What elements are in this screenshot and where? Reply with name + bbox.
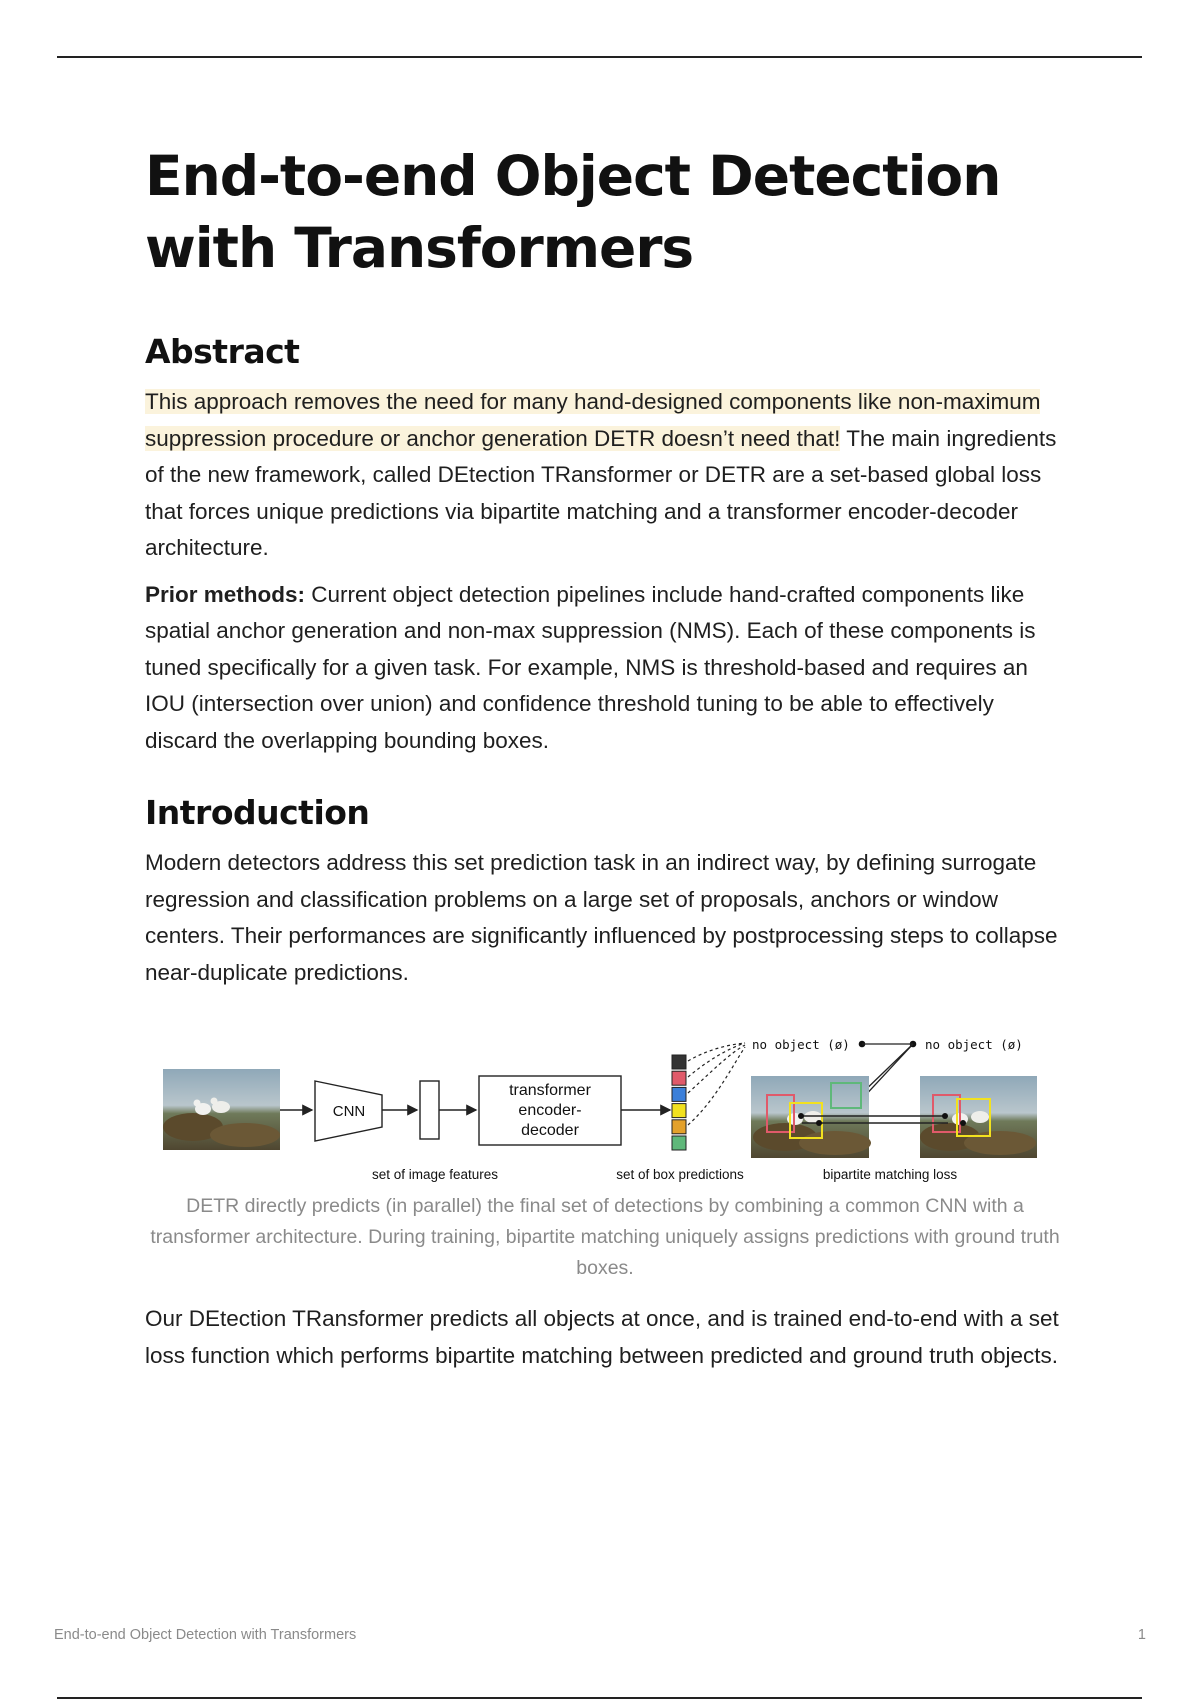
box-prediction-4 — [672, 1104, 686, 1118]
highlighted-text: This approach removes the need for many hand-designed components like non-maximum suppression procedure or anchor generation DETR doesn’t need that! — [145, 389, 1041, 451]
page-number: 1 — [1137, 1627, 1146, 1643]
prior-methods-paragraph — [145, 577, 1065, 760]
ground-truth-photo — [920, 1076, 1037, 1158]
transformer-label-line2: encoder- — [518, 1102, 582, 1119]
no-object-label-2: no object (ø) — [925, 1037, 1023, 1052]
image-features-block — [420, 1081, 439, 1139]
bottom-rule — [57, 1697, 1142, 1699]
no-object-label-1: no object (ø) — [752, 1037, 850, 1052]
box-prediction-5 — [672, 1120, 686, 1134]
transformer-label-line3: decoder — [521, 1122, 579, 1139]
label-image-features: set of image features — [371, 1167, 499, 1182]
input-photo — [163, 1069, 280, 1150]
detr-figure — [145, 1031, 1065, 1287]
prior-methods-label: Prior methods: — [145, 581, 306, 607]
cnn-label: CNN — [332, 1103, 366, 1120]
box-prediction-2 — [672, 1071, 686, 1085]
box-prediction-1 — [672, 1055, 686, 1069]
footer-title: End-to-end Object Detection with Transformers — [54, 1627, 357, 1643]
conclusion-paragraph: Our DEtection TRansformer predicts all objects at once, and is trained end-to-end with a set loss function which performs bipartite matching between predicted and ground truth objects. — [145, 1306, 1059, 1368]
top-rule — [57, 56, 1142, 58]
box-predictions-stack — [672, 1055, 686, 1150]
document-title: End-to-end Object Detection with Transformers — [145, 144, 1001, 280]
transformer-label-line1: transformer — [509, 1082, 591, 1099]
introduction-heading: Introduction — [145, 793, 370, 832]
prediction-photo — [751, 1076, 871, 1158]
label-box-predictions: set of box predictions — [616, 1167, 744, 1182]
abstract-paragraph — [145, 384, 1065, 567]
prior-methods-text: Current object detection pipelines include hand-crafted components like spatial anchor generation and non-max suppression (NMS). Each of these components is tuned specifically for a given task. For example, NMS is threshold-based and requires an IOU (intersection over union) and confidence threshold tuning to be able to effectively discard the overlapping bounding boxes. — [145, 581, 1036, 753]
abstract-rest-text: The main ingredients of the new framework, called DEtection TRansformer or DETR are a set-based global loss that forces unique predictions via bipartite matching and a transformer encoder-decoder architecture. — [145, 425, 1057, 560]
figure-caption: DETR directly predicts (in parallel) the final set of detections by combining a common CNN with a transformer architecture. During training, bipartite matching uniquely assigns predictions with ground truth boxes. — [150, 1195, 1060, 1279]
introduction-paragraph: Modern detectors address this set prediction task in an indirect way, by defining surrogate regression and classification problems on a large set of proposals, anchors or window centers. Their performances are significantly influenced by postprocessing steps to collapse near-duplicate predictions. — [145, 850, 1058, 985]
box-prediction-6 — [672, 1136, 686, 1150]
abstract-heading: Abstract — [145, 332, 300, 371]
label-bipartite-matching: bipartite matching loss — [822, 1167, 958, 1182]
detr-pipeline-diagram — [145, 1031, 1065, 1191]
box-prediction-3 — [672, 1087, 686, 1101]
document-body — [145, 140, 1065, 1384]
